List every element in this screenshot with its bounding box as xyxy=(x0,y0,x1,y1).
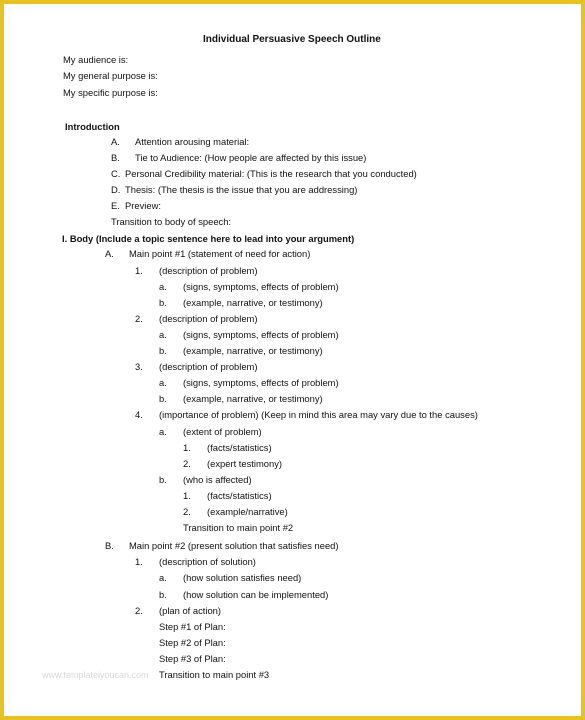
a-p4-b-1-marker: 1. xyxy=(183,490,191,501)
intro-marker-c: C. xyxy=(111,168,121,179)
general-purpose-line: My general purpose is: xyxy=(63,70,158,81)
a-p2-marker: 2. xyxy=(135,313,143,324)
a-p1-b-marker: b. xyxy=(159,297,167,308)
b-p1-text: (description of solution) xyxy=(159,556,256,567)
b-p1-b-marker: b. xyxy=(159,589,167,600)
a-p2-b-marker: b. xyxy=(159,345,167,356)
b-p1-marker: 1. xyxy=(135,556,143,567)
b-p2-marker: 2. xyxy=(135,605,143,616)
a-p3-a-text: (signs, symptoms, effects of problem) xyxy=(183,377,339,388)
a-p4-a-marker: a. xyxy=(159,426,167,437)
watermark: www.templateiyoucan.com xyxy=(42,670,149,680)
a-p2-a-marker: a. xyxy=(159,329,167,340)
a-p4-b-2-text: (example/narrative) xyxy=(207,506,288,517)
point-b-marker: B. xyxy=(105,540,114,551)
intro-marker-a: A. xyxy=(111,136,120,147)
a-p4-a-text: (extent of problem) xyxy=(183,426,262,437)
a-p4-text: (importance of problem) (Keep in mind this area may vary due to the causes) xyxy=(159,409,478,420)
point-b-text: Main point #2 (present solution that satisfies need) xyxy=(129,540,339,551)
a-p1-a-marker: a. xyxy=(159,281,167,292)
plan-step-3: Step #3 of Plan: xyxy=(159,653,226,664)
introduction-heading: Introduction xyxy=(65,121,120,132)
intro-marker-e: E. xyxy=(111,200,120,211)
plan-step-2: Step #2 of Plan: xyxy=(159,637,226,648)
a-p1-a-text: (signs, symptoms, effects of problem) xyxy=(183,281,339,292)
b-p1-a-text: (how solution satisfies need) xyxy=(183,572,302,583)
b-p1-b-text: (how solution can be implemented) xyxy=(183,589,329,600)
point-a-marker: A. xyxy=(105,248,114,259)
a-p3-text: (description of problem) xyxy=(159,361,258,372)
a-p4-marker: 4. xyxy=(135,409,143,420)
a-p2-text: (description of problem) xyxy=(159,313,258,324)
a-p1-b-text: (example, narrative, or testimony) xyxy=(183,297,323,308)
intro-item-e: Preview: xyxy=(125,200,161,211)
a-p1-text: (description of problem) xyxy=(159,265,258,276)
a-p4-a-2-text: (expert testimony) xyxy=(207,458,283,469)
a-p3-b-text: (example, narrative, or testimony) xyxy=(183,393,323,404)
intro-marker-d: D. xyxy=(111,184,121,195)
a-p1-marker: 1. xyxy=(135,265,143,276)
a-p4-b-text: (who is affected) xyxy=(183,474,252,485)
a-p3-a-marker: a. xyxy=(159,377,167,388)
a-p4-a-1-text: (facts/statistics) xyxy=(207,442,272,453)
page-title: Individual Persuasive Speech Outline xyxy=(203,34,381,45)
body-heading: I. Body (Include a topic sentence here to lead into your argument) xyxy=(62,233,355,244)
intro-item-b: Tie to Audience: (How people are affected by this issue) xyxy=(135,152,367,163)
document-page xyxy=(4,4,581,716)
point-a-text: Main point #1 (statement of need for action) xyxy=(129,248,311,259)
plan-step-1: Step #1 of Plan: xyxy=(159,621,226,632)
a-p4-b-2-marker: 2. xyxy=(183,506,191,517)
intro-item-a: Attention arousing material: xyxy=(135,136,250,147)
a-p2-a-text: (signs, symptoms, effects of problem) xyxy=(183,329,339,340)
intro-item-d: Thesis: (The thesis is the issue that you are addressing) xyxy=(125,184,358,195)
b-p1-a-marker: a. xyxy=(159,572,167,583)
b-p2-text: (plan of action) xyxy=(159,605,222,616)
transition-to-point-2: Transition to main point #2 xyxy=(183,522,294,533)
intro-marker-b: B. xyxy=(111,152,120,163)
a-p4-b-marker: b. xyxy=(159,474,167,485)
specific-purpose-line: My specific purpose is: xyxy=(63,87,158,98)
a-p4-a-1-marker: 1. xyxy=(183,442,191,453)
a-p4-b-1-text: (facts/statistics) xyxy=(207,490,272,501)
transition-to-point-3: Transition to main point #3 xyxy=(159,669,270,680)
audience-line: My audience is: xyxy=(63,54,129,65)
a-p3-b-marker: b. xyxy=(159,393,167,404)
intro-item-c: Personal Credibility material: (This is the research that you conducted) xyxy=(125,168,417,179)
intro-transition: Transition to body of speech: xyxy=(111,216,232,227)
a-p2-b-text: (example, narrative, or testimony) xyxy=(183,345,323,356)
a-p3-marker: 3. xyxy=(135,361,143,372)
a-p4-a-2-marker: 2. xyxy=(183,458,191,469)
